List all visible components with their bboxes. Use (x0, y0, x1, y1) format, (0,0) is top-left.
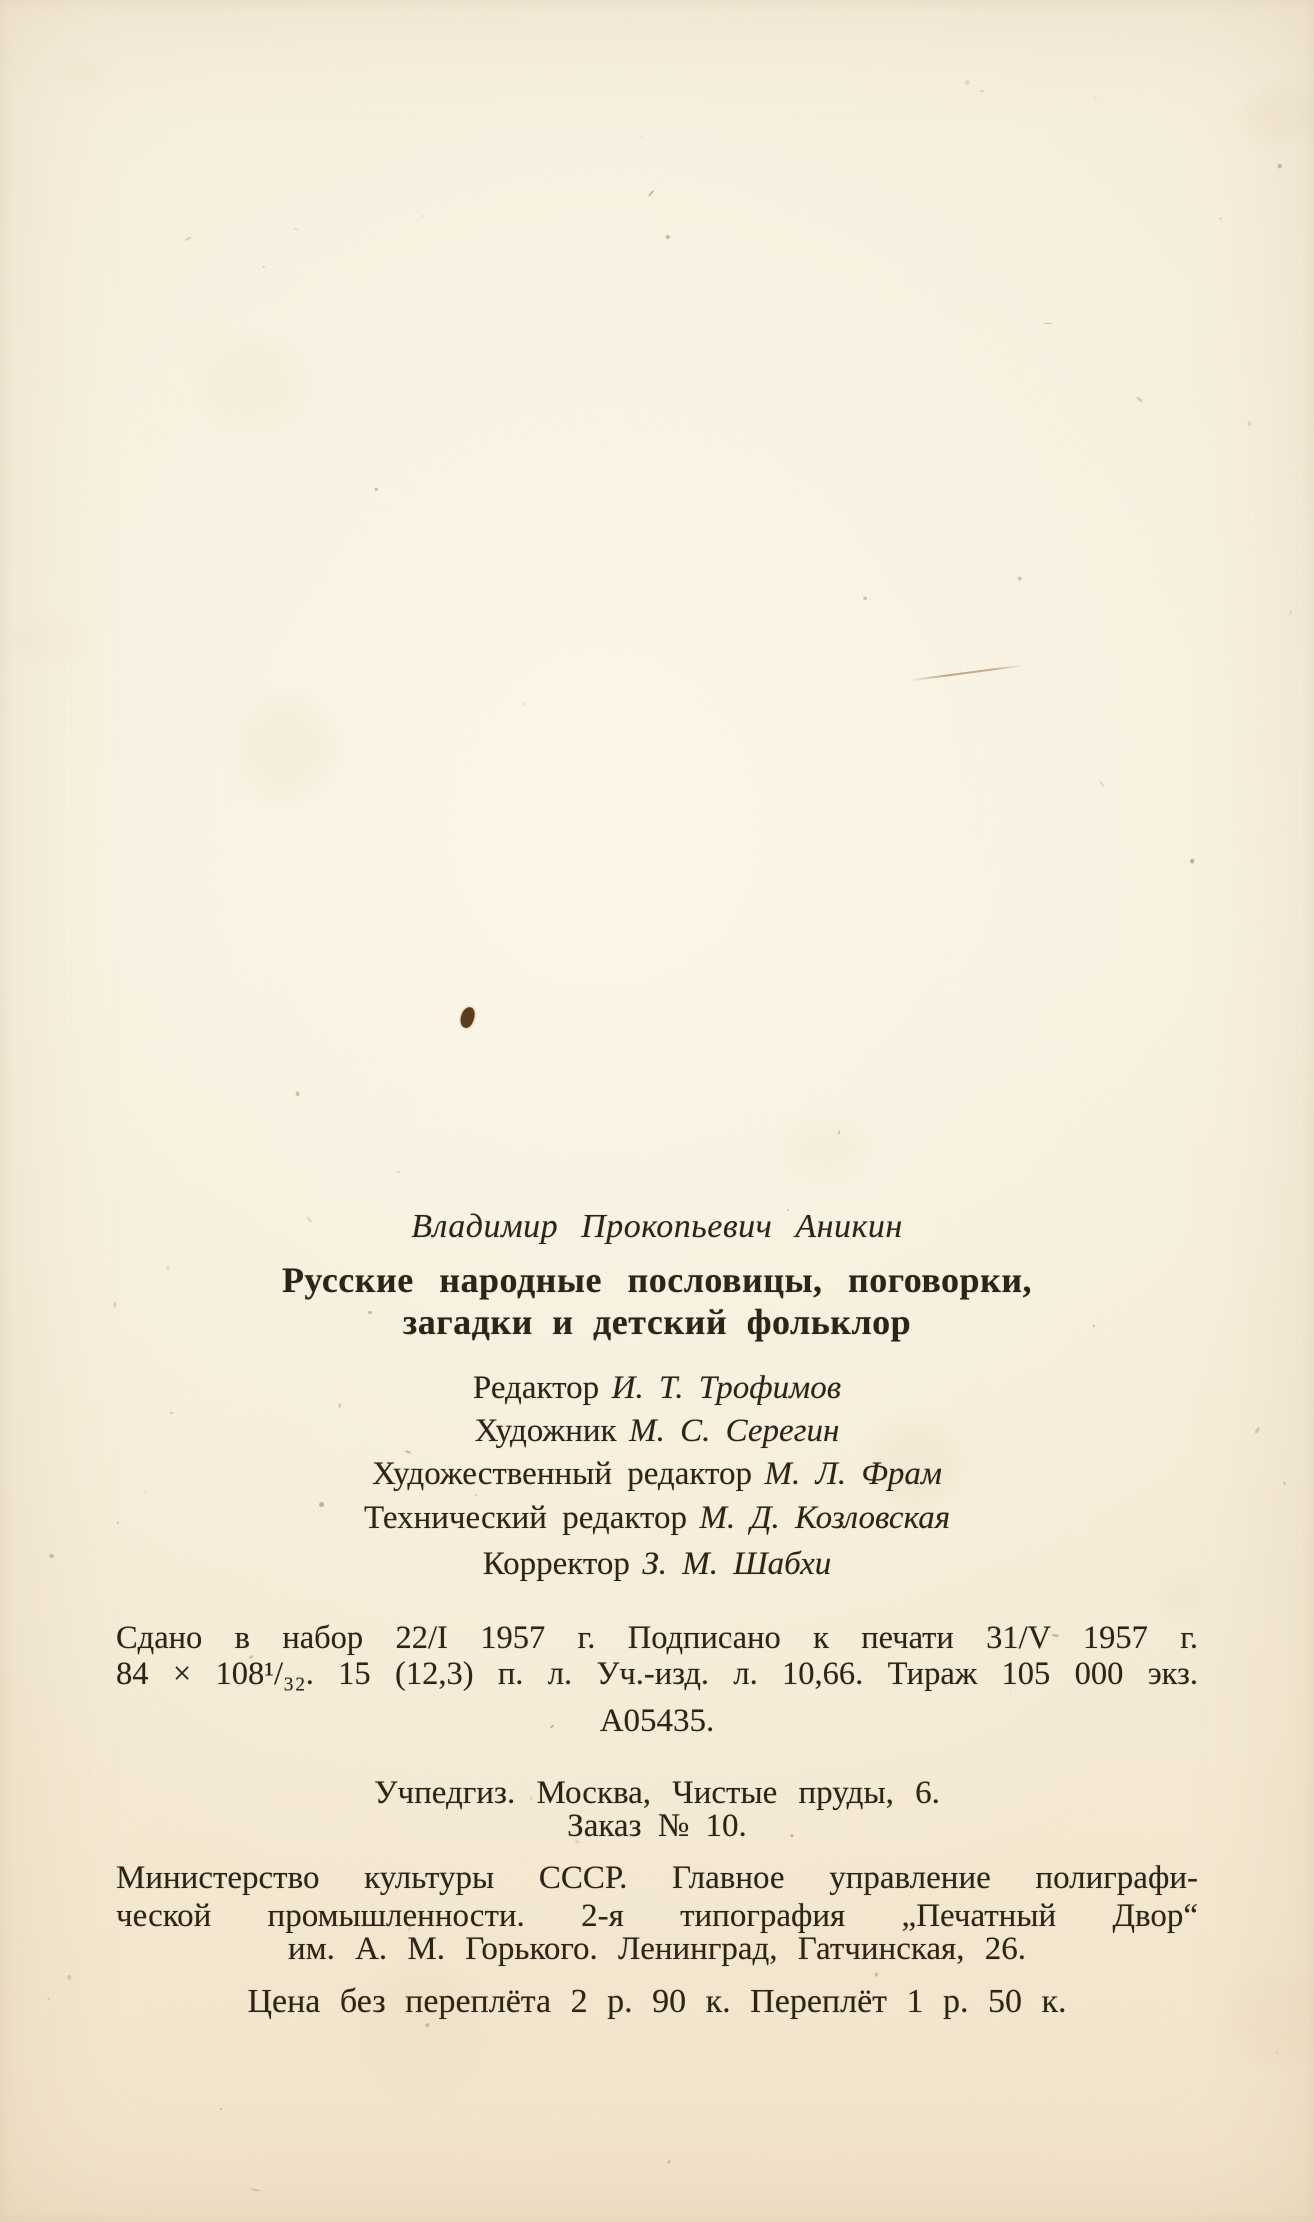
paper-speck (1189, 858, 1194, 863)
credit-person-name: И. Т. Трофимов (611, 1370, 842, 1406)
paper-blotch (201, 340, 307, 431)
credit-person-name: М. Л. Фрам (764, 1456, 942, 1492)
paper-speck (425, 2023, 429, 2027)
book-title-line-1: Русские народные пословицы, поговорки, (281, 1260, 1033, 1300)
credit-editor (116, 1370, 1198, 1407)
credit-role-label: Корректор (482, 1546, 630, 1582)
paper-blotch (780, 1115, 870, 1181)
paper-speck (1283, 1482, 1286, 1485)
paper-speck (1095, 97, 1097, 99)
paper-speck (422, 214, 425, 217)
paper-speck (220, 2108, 223, 2111)
paper-speck (641, 136, 643, 137)
paper-speck (667, 2160, 671, 2164)
book-title-line-2: загадки и детский фольклор (402, 1302, 912, 1342)
paper-speck (838, 1130, 841, 1134)
credit-technical-editor (116, 1500, 1198, 1537)
ministry-line-3: им. А. М. Горького. Ленинград, Гатчинская, 26. (288, 1931, 1026, 1967)
credit-art-editor (116, 1456, 1198, 1493)
paper-speck (1220, 217, 1223, 219)
paper-speck (1044, 322, 1053, 324)
ink-speck (459, 1006, 477, 1030)
price-line: Цена без переплёта 2 р. 90 к. Переплёт 1 р. 50 к. (247, 1983, 1067, 2020)
author-name: Владимир Прокопьевич Аникин (411, 1208, 903, 1245)
credit-role-label: Художник (474, 1413, 617, 1449)
paper-speck (47, 1998, 49, 2000)
paper-speck (1289, 610, 1291, 615)
paper-speck (863, 597, 867, 600)
credit-person-name: М. С. Серегин (629, 1413, 840, 1449)
credit-role-label: Редактор (472, 1370, 600, 1406)
paper-speck (185, 236, 192, 241)
paper-blotch (61, 59, 103, 90)
paper-speck (397, 1171, 400, 1173)
paper-speck (980, 89, 984, 92)
paper-speck (294, 227, 298, 231)
scratch-mark (912, 665, 1019, 681)
paper-blotch (1243, 89, 1314, 142)
paper-speck (1099, 781, 1105, 787)
ministry-line-1: Министерство культуры СССР. Главное управление полиграфи- (116, 1860, 1198, 1896)
paper-speck (405, 1450, 412, 1454)
credit-role-label: Художественный редактор (372, 1456, 752, 1492)
publisher-address-line: Учпедгиз. Москва, Чистые пруды, 6. (374, 1775, 940, 1811)
paper-speck (964, 79, 971, 86)
paper-speck (873, 1972, 878, 1977)
paper-speck (1248, 421, 1252, 427)
paper-speck (375, 488, 378, 491)
print-code: А05435. (599, 1703, 715, 1739)
order-number-line: Заказ № 10. (567, 1808, 747, 1844)
paper-speck (523, 703, 526, 706)
paper-blotch (13, 619, 89, 660)
paper-speck (666, 235, 671, 240)
credit-person-name: З. М. Шабхи (642, 1546, 832, 1582)
credit-proofreader (116, 1546, 1198, 1583)
paper-blotch (237, 696, 337, 800)
paper-speck (1255, 1427, 1261, 1434)
ministry-line-2: ческой промышленности. 2-я типография „Печатный Двор“ (116, 1898, 1198, 1934)
paper-speck (48, 1553, 54, 1558)
paper-speck (474, 1494, 478, 1497)
paper-speck (295, 1091, 300, 1097)
imprint-dates-line: Сдано в набор 22/I 1957 г. Подписано к печати 31/V 1957 г. (116, 1620, 1198, 1656)
paper-speck (1277, 163, 1283, 169)
paper-speck (67, 1974, 71, 1979)
paper-speck (251, 2188, 261, 2191)
paper-speck (263, 266, 265, 268)
paper-speck (1276, 2051, 1279, 2054)
paper-speck (1137, 395, 1144, 402)
imprint-format-line: 84 × 108¹/₃₂. 15 (12,3) п. л. Уч.-изд. л. 10,66. Тираж 105 000 экз. (116, 1656, 1198, 1692)
credit-artist (116, 1413, 1198, 1450)
paper-blotch (1226, 1972, 1314, 2063)
paper-speck (1018, 577, 1023, 582)
credit-person-name: М. Д. Козловская (699, 1500, 951, 1536)
credit-role-label: Технический редактор (363, 1500, 687, 1536)
paper-speck (648, 189, 655, 197)
